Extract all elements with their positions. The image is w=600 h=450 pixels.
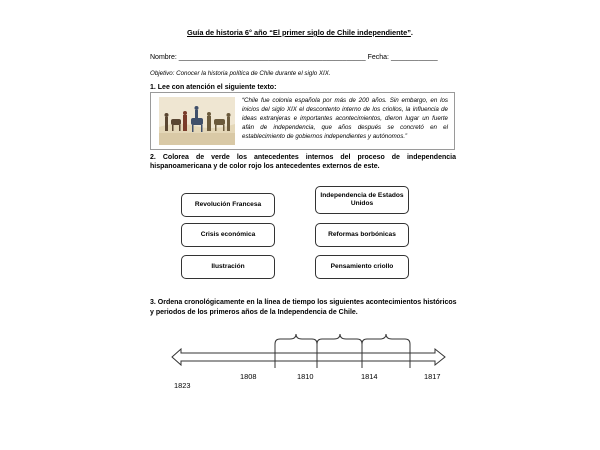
box-revolucion-francesa[interactable]: Revolución Francesa — [181, 193, 275, 217]
quote-box — [150, 92, 455, 150]
title-label: Guía de historia 6° año — [187, 28, 270, 37]
year-1817: 1817 — [424, 372, 441, 381]
year-1814: 1814 — [361, 372, 378, 381]
box-independencia-eeuu[interactable]: Independencia de Estados Unidos — [315, 186, 409, 214]
year-1823: 1823 — [174, 381, 191, 390]
timeline-brackets — [275, 334, 410, 368]
timeline — [0, 330, 600, 375]
box-reformas-borbonicas[interactable]: Reformas borbónicas — [315, 223, 409, 247]
objetivo-text: Objetivo: Conocer la historia política de Chile durante el siglo XIX. — [150, 70, 331, 77]
box-ilustracion[interactable]: Ilustración — [181, 255, 275, 279]
section2-heading: 2. Colorea de verde los antecedentes internos del proceso de independencia hispanoamericana y de color rojo los antecedentes externos de este. — [150, 154, 456, 170]
quote-text: “Chile fue colonia española por más de 200 años. Sin embargo, en los inicios del siglo XIX el descontento interno de los criollos, la influencia de ideas extranjeras e importantes acontecimientos, dieron lugar un fuerte afán de independencia, que años después se concretó en el establecimiento de gobiernos independientes y autónomos.” — [242, 97, 448, 140]
historical-illustration-image — [159, 97, 235, 145]
section1-heading: 1. Lee con atención el siguiente texto: — [150, 84, 277, 91]
box-crisis-economica[interactable]: Crisis económica — [181, 223, 275, 247]
year-1808: 1808 — [240, 372, 257, 381]
title-quoted: “El primer siglo de Chile independiente” — [269, 28, 411, 37]
title-end: . — [410, 28, 413, 37]
name-date-line[interactable]: Nombre: ________________________________________________ Fecha: ____________ — [150, 54, 438, 61]
timeline-arrow — [172, 349, 445, 365]
section3-heading: 3. Ordena cronológicamente en la línea de tiempo los siguientes acontecimientos históricos y periodos de los primeros años de la Independencia de Chile. — [150, 299, 457, 316]
year-1810: 1810 — [297, 372, 314, 381]
page-title — [0, 28, 600, 37]
box-pensamiento-criollo[interactable]: Pensamiento criollo — [315, 255, 409, 279]
